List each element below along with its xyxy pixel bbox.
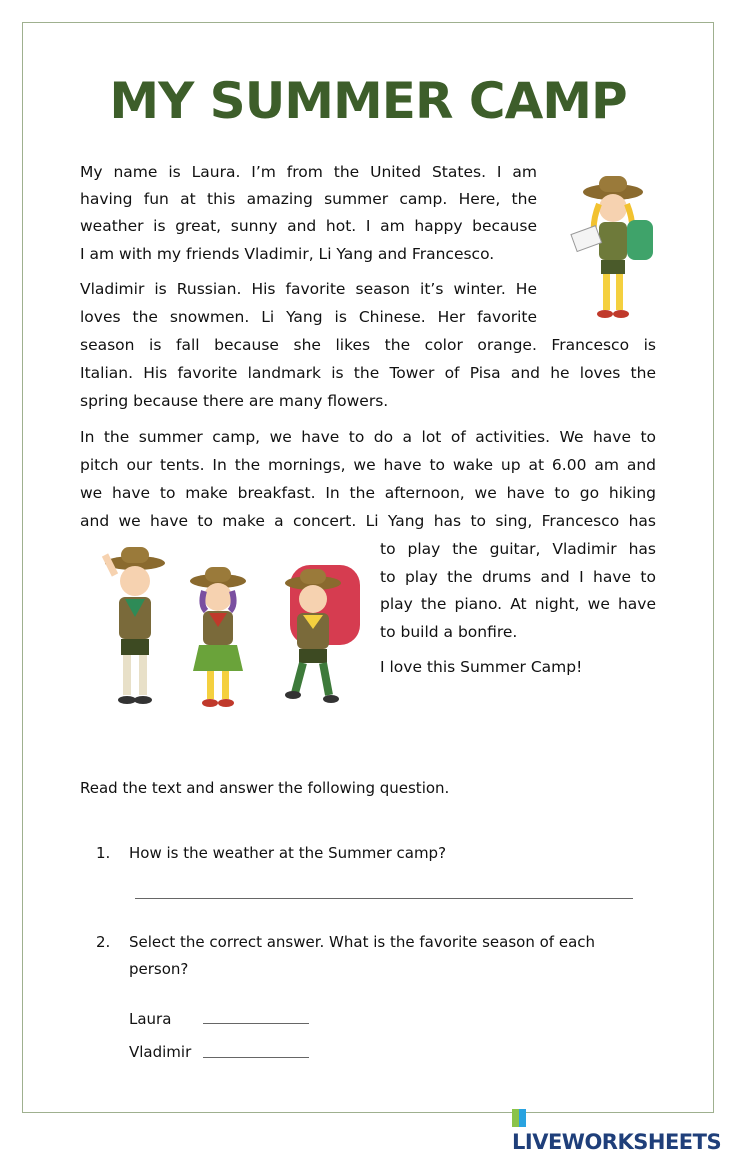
text-line: to play the guitar, Vladimir has bbox=[380, 540, 656, 558]
logo-text: LIVEWORKSHEETS bbox=[512, 1130, 722, 1154]
friends-illustration bbox=[85, 545, 375, 715]
text-line: to play the drums and I have to bbox=[380, 568, 656, 586]
text-line: to build a bonfire. bbox=[380, 623, 518, 641]
laura-answer-line[interactable] bbox=[203, 1023, 309, 1024]
laura-illustration bbox=[555, 170, 665, 330]
question-2-number: 2. bbox=[96, 933, 111, 951]
question-2-text: Select the correct answer. What is the favorite season of each bbox=[129, 933, 596, 951]
text-line: I love this Summer Camp! bbox=[380, 658, 583, 676]
text-line: weather is great, sunny and hot. I am happy because bbox=[80, 217, 537, 235]
text-line: Vladimir is Russian. His favorite season it’s winter. He bbox=[80, 280, 537, 298]
text-line: Italian. His favorite landmark is the Tower of Pisa and he loves the bbox=[80, 364, 656, 382]
logo-icon bbox=[512, 1109, 526, 1127]
text-line: we have to make breakfast. In the afternoon, we have to go hiking bbox=[80, 484, 656, 502]
question-1-number: 1. bbox=[96, 844, 111, 862]
text-line: In the summer camp, we have to do a lot of activities. We have to bbox=[80, 428, 656, 446]
text-line: My name is Laura. I’m from the United States. I am bbox=[80, 163, 537, 181]
text-line: and we have to make a concert. Li Yang has to sing, Francesco has bbox=[80, 512, 656, 530]
text-line: season is fall because she likes the color orange. Francesco is bbox=[80, 336, 656, 354]
person-label-laura: Laura bbox=[129, 1010, 172, 1028]
instructions: Read the text and answer the following question. bbox=[80, 779, 450, 797]
text-line: play the piano. At night, we have bbox=[380, 595, 656, 613]
question-1-answer-line[interactable] bbox=[135, 898, 633, 899]
text-line: loves the snowmen. Li Yang is Chinese. Her favorite bbox=[80, 308, 537, 326]
person-label-vladimir: Vladimir bbox=[129, 1043, 192, 1061]
text-line: I am with my friends Vladimir, Li Yang and Francesco. bbox=[80, 245, 495, 263]
liveworksheets-logo bbox=[512, 1106, 736, 1154]
page-title: MY SUMMER CAMP bbox=[109, 72, 627, 130]
text-line: having fun at this amazing summer camp. Here, the bbox=[80, 190, 537, 208]
question-2-text-cont: person? bbox=[129, 960, 189, 978]
question-1-text: How is the weather at the Summer camp? bbox=[129, 844, 447, 862]
text-line: spring because there are many flowers. bbox=[80, 392, 389, 410]
vladimir-answer-line[interactable] bbox=[203, 1057, 309, 1058]
text-line: pitch our tents. In the mornings, we have to wake up at 6.00 am and bbox=[80, 456, 656, 474]
